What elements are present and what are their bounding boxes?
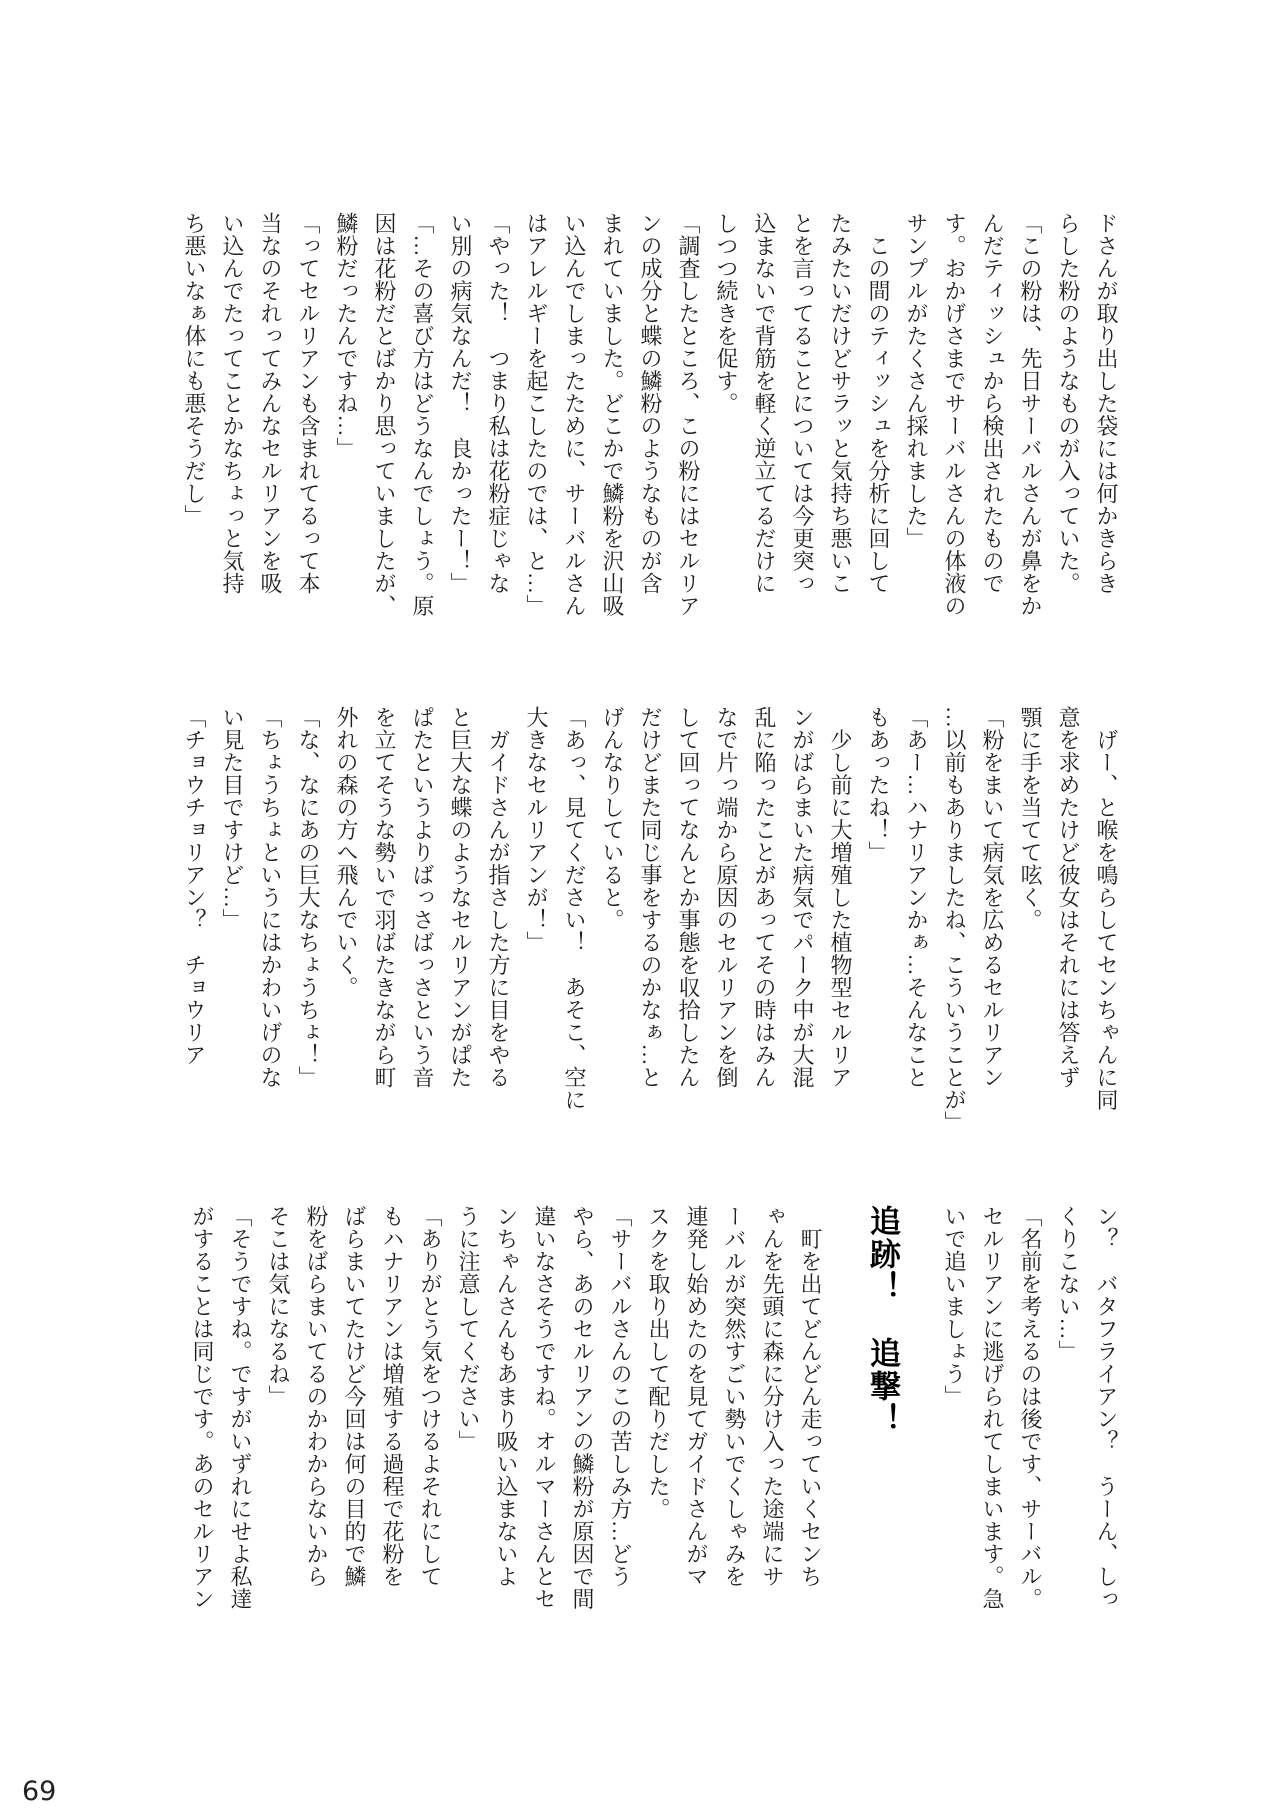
- text-column: うに注意してください」: [456, 1205, 481, 1453]
- text-column: 違いなさそうですね。オルマーさんとセ: [532, 1205, 557, 1610]
- text-column: 乱に陥ったことがあってその時はみん: [752, 706, 777, 1089]
- text-column: 「名前を考えるのは後です、サーバル。: [1018, 1205, 1043, 1610]
- text-column: だけどまた同じ事をするのかなぁ…と: [638, 706, 663, 1089]
- text-column: い見た目ですけど…」: [220, 706, 245, 931]
- text-column: ゃんを先頭に森に分け入った途端にサ: [760, 1205, 785, 1588]
- text-column: 「ってセルリアンも含まれてるって本: [296, 212, 321, 595]
- text-column: やら、あのセルリアンの鱗粉が原因で間: [570, 1205, 595, 1610]
- text-column: ーバルが突然すごい勢いでくしゃみを: [722, 1205, 747, 1588]
- text-column: しつつ続きを促す。: [714, 212, 739, 415]
- text-column: 大きなセルリアンが！」: [524, 706, 549, 954]
- text-column: ンの成分と蝶の鱗粉のようなものが含: [638, 212, 663, 595]
- text-column: まれていました。どこかで鱗粉を沢山吸: [600, 212, 625, 617]
- text-column: 当なのそれってみんなセルリアンを吸: [258, 212, 283, 595]
- text-column: この間のティッシュを分析に回して: [866, 212, 891, 595]
- text-column: なで片っ端から原因のセルリアンを倒: [714, 706, 739, 1089]
- paragraph-group-after-heading: [183, 1205, 829, 1685]
- text-column: もハナリアンは増殖する過程で花粉を: [380, 1205, 405, 1588]
- text-column: 鱗粉だったんですね…」: [334, 212, 359, 460]
- text-column: 因は花粉だとばかり思っていましたが、: [372, 212, 397, 617]
- paragraph-group-before-heading: [935, 1205, 1125, 1685]
- text-column: 連発し始めたのを見てガイドさんがマ: [684, 1205, 709, 1588]
- text-column: ガイドさんが指さした方に目をやる: [486, 706, 511, 1089]
- text-column: たみたいだけどサラッと気持ち悪いこ: [828, 212, 853, 595]
- text-band-middle: [175, 706, 1125, 1186]
- text-column: を立てそうな勢いで羽ばたきながら町: [372, 706, 397, 1089]
- text-column: 「ありがとう気をつけるよそれにして: [418, 1205, 443, 1588]
- text-column: がすることは同じです。あのセルリアン: [190, 1205, 215, 1610]
- page-number: 69: [22, 1776, 57, 1807]
- text-column: スクを取り出して配りだした。: [646, 1205, 671, 1520]
- text-column: 少し前に大増殖した植物型セルリア: [828, 706, 853, 1089]
- text-column: らした粉のようなものが入っていた。: [1056, 212, 1081, 595]
- text-column: ドさんが取り出した袋には何かきらき: [1094, 212, 1119, 595]
- text-column: して回ってなんとか事態を収拾したん: [676, 706, 701, 1089]
- text-column: 「サーバルさんのこの苦しみ方…どう: [608, 1205, 633, 1588]
- text-column: 込まないで背筋を軽く逆立てるだけに: [752, 212, 777, 595]
- text-column: 意を求めたけど彼女はそれには答えず: [1056, 706, 1081, 1089]
- text-band-bottom: [183, 1205, 1125, 1685]
- text-column: 外れの森の方へ飛んでいく。: [334, 706, 359, 999]
- text-column: 顎に手を当てて呟く。: [1018, 706, 1043, 931]
- text-column: セルリアンに逃げられてしまいます。急: [980, 1205, 1005, 1610]
- text-column: はアレルギーを起こしたのでは、と…」: [524, 212, 549, 617]
- text-column: サンプルがたくさん採れました」: [904, 212, 929, 550]
- text-column: そこは気になるね」: [266, 1205, 291, 1408]
- text-column: 「あっ、見てください！ あそこ、空に: [562, 706, 587, 1111]
- text-column: 町を出てどんどん走っていくセンち: [798, 1205, 823, 1588]
- text-column: …以前もありましたね、こういうことが」: [942, 706, 967, 1134]
- text-column: 「粉をまいて病気を広めるセルリアン: [980, 706, 1005, 1089]
- text-column: 粉をばらまいてるのかわからないから: [304, 1205, 329, 1588]
- text-column: 「ちょうちょというにはかわいげのな: [258, 706, 283, 1089]
- text-column: と巨大な蝶のようなセルリアンがぱた: [448, 706, 473, 1089]
- text-column: ち悪いなぁ体にも悪そうだし」: [182, 212, 207, 527]
- text-column: いで追いましょう」: [942, 1205, 967, 1408]
- text-column: 「…その喜び方はどうなんでしょう。原: [410, 212, 435, 617]
- text-column: ぱたというよりばっさばっさという音: [410, 706, 435, 1089]
- text-column: す。おかげさまでサーバルさんの体液の: [942, 212, 967, 617]
- text-column: 「そうですね。ですがいずれにせよ私達: [228, 1205, 253, 1610]
- text-column: ン？ バタフライアン？ うーん、しっ: [1094, 1205, 1119, 1610]
- text-column: 「な、なにあの巨大なちょうちょ！」: [296, 706, 321, 1089]
- text-column: い込んでたってことかなちょっと気持: [220, 212, 245, 595]
- text-column: い別の病気なんだ！ 良かったー！」: [448, 212, 473, 595]
- text-band-top: [175, 212, 1125, 692]
- text-column: とを言ってることについては今更突っ: [790, 212, 815, 595]
- text-column: げんなりしていると。: [600, 706, 625, 931]
- text-column: 「やった！ つまり私は花粉症じゃな: [486, 212, 511, 595]
- text-column: 「チョウチョリアン？ チョウリア: [182, 706, 207, 1066]
- text-column: もあったね！」: [866, 706, 891, 864]
- text-column: げー、と喉を鳴らしてセンちゃんに同: [1094, 706, 1119, 1111]
- text-column: んだティッシュから検出されたもので: [980, 212, 1005, 595]
- text-column: 「この粉は、先日サーバルさんが鼻をか: [1018, 212, 1043, 617]
- text-column: ンがばらまいた病気でパーク中が大混: [790, 706, 815, 1089]
- text-column: 「調査したところ、この粉にはセルリア: [676, 212, 701, 617]
- text-column: い込んでしまったために、サーバルさん: [562, 212, 587, 617]
- text-column: くりこない…」: [1056, 1205, 1081, 1363]
- text-column: ばらまいてたけど今回は何の目的で鱗: [342, 1205, 367, 1588]
- text-column: ンちゃんさんもあまり吸い込まないよ: [494, 1205, 519, 1588]
- text-column: 「あー…ハナリアンかぁ…そんなこと: [904, 706, 929, 1089]
- section-heading: 追跡！ 追撃！: [865, 1205, 900, 1436]
